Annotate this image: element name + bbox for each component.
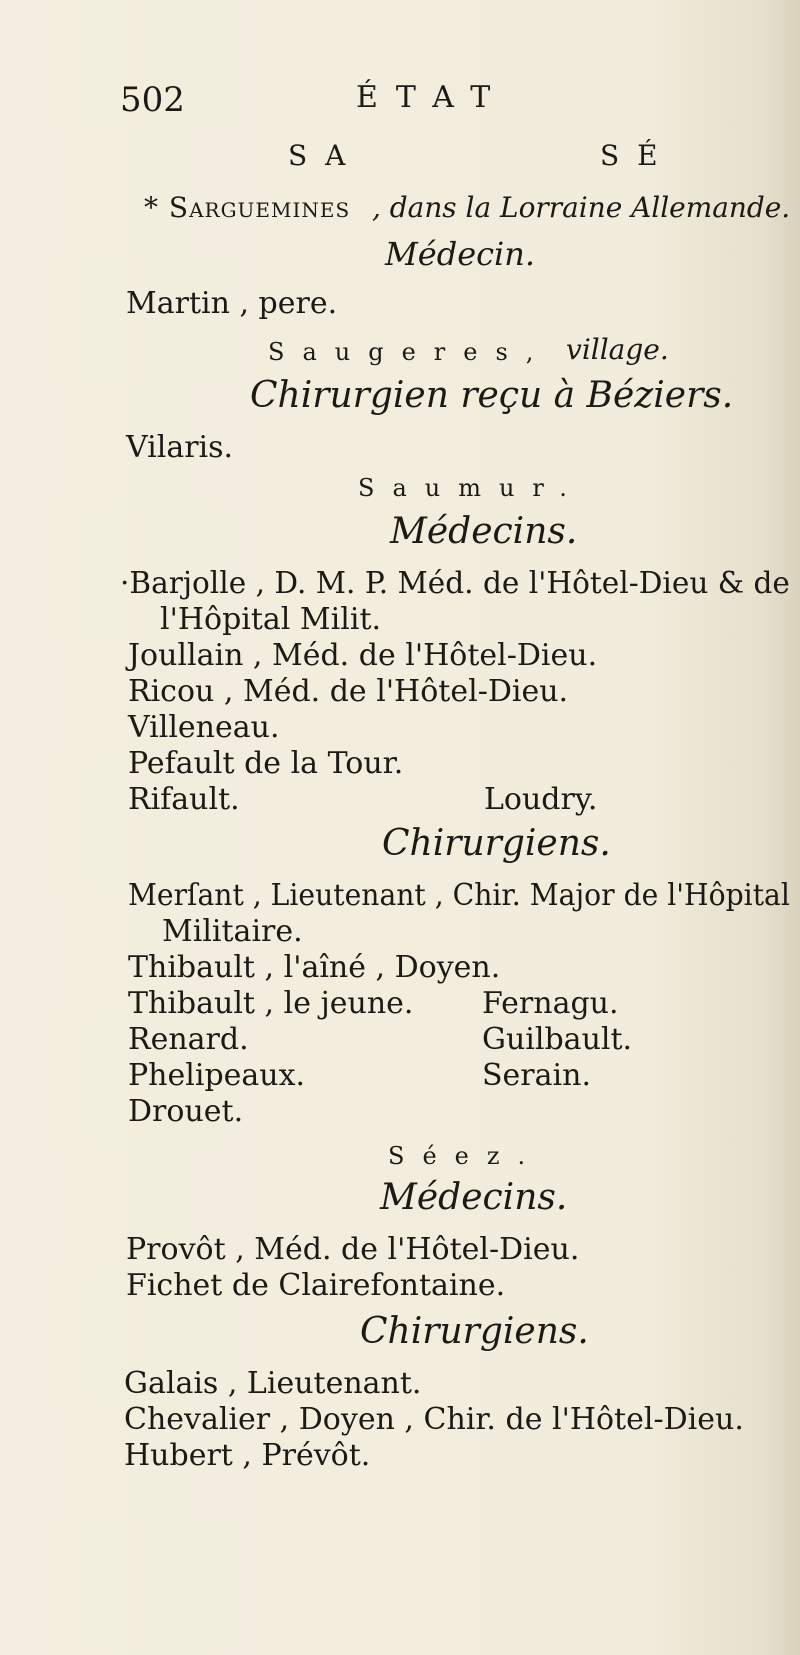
seez-chirurgien-1: Galais , Lieutenant. <box>124 1366 422 1401</box>
saumur-medecin-col2-1: Loudry. <box>484 782 598 817</box>
town-sarguemines: * Sarguemines <box>144 191 351 224</box>
saumur-chirurgien-col2-3: Serain. <box>482 1058 591 1093</box>
seez-medecin-2: Fichet de Clairefontaine. <box>126 1268 506 1303</box>
saumur-chirurgien-5: Phelipeaux. <box>128 1058 306 1093</box>
saumur-chirurgien-col2-2: Guilbault. <box>482 1022 633 1057</box>
town-saumur: Saumur. <box>358 474 585 502</box>
saumur-chirurgien-1: Merſant , Lieutenant , Chir. Major de l'Hôpital <box>128 878 790 913</box>
saumur-chirurgien-6: Drouet. <box>128 1094 244 1129</box>
town-seez: Séez. <box>388 1142 544 1170</box>
page-number: 502 <box>120 80 185 120</box>
sarguemines-entry: Martin , pere. <box>126 286 338 321</box>
saumur-medecin-6: Rifault. <box>128 782 240 817</box>
saumur-chirurgien-4: Renard. <box>128 1022 249 1057</box>
saumur-medecin-1: ·Barjolle , D. M. P. Méd. de l'Hôtel-Dieu & de <box>120 566 790 601</box>
sarguemines-heading: Médecin. <box>385 235 536 273</box>
range-right: SÉ <box>600 139 676 172</box>
sarguemines-location: , dans la Lorraine Allemande. <box>372 191 791 224</box>
saumur-chirurgien-2: Thibault , l'aîné , Doyen. <box>128 950 501 985</box>
saumur-medecin-3: Ricou , Méd. de l'Hôtel-Dieu. <box>128 674 569 709</box>
seez-chirurgiens-heading: Chirurgiens. <box>360 1311 589 1352</box>
saumur-medecin-5: Pefault de la Tour. <box>128 746 404 781</box>
seez-medecins-heading: Médecins. <box>380 1177 568 1218</box>
running-title: ÉTAT <box>356 80 509 115</box>
saumur-chirurgien-col2-1: Fernagu. <box>482 986 619 1021</box>
saugeres-village: village. <box>566 333 669 366</box>
saumur-medecin-4: Villeneau. <box>128 710 280 745</box>
saumur-medecin-1-cont: l'Hôpital Milit. <box>160 602 382 637</box>
saumur-chirurgiens-heading: Chirurgiens. <box>382 823 611 864</box>
town-saugeres: Saugeres, <box>268 338 552 366</box>
saumur-chirurgien-3: Thibault , le jeune. <box>128 986 414 1021</box>
saumur-chirurgien-1-cont: Militaire. <box>162 914 303 949</box>
seez-chirurgien-3: Hubert , Prévôt. <box>124 1438 371 1473</box>
saugeres-heading: Chirurgien reçu à Béziers. <box>250 375 734 416</box>
seez-chirurgien-2: Chevalier , Doyen , Chir. de l'Hôtel-Dieu. <box>124 1402 744 1437</box>
saugeres-entry: Vilaris. <box>126 430 234 465</box>
seez-medecin-1: Provôt , Méd. de l'Hôtel-Dieu. <box>126 1232 580 1267</box>
range-left: SA <box>288 139 364 172</box>
saumur-medecins-heading: Médecins. <box>390 511 578 552</box>
saumur-medecin-2: Joullain , Méd. de l'Hôtel-Dieu. <box>128 638 598 673</box>
